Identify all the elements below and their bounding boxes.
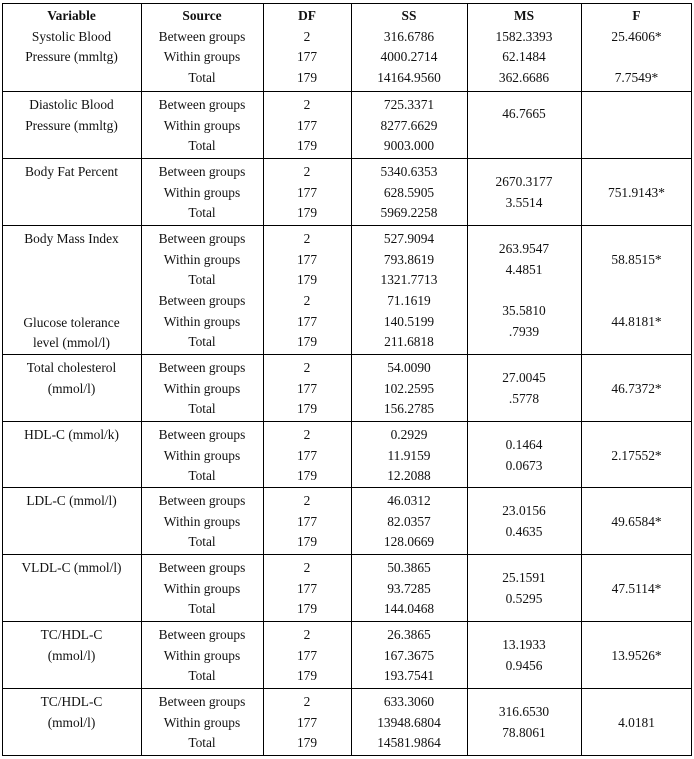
variable-label: HDL-C (mmol/k) <box>24 427 119 442</box>
ss-cell: 316.6786 <box>383 28 435 44</box>
df-cell: 2 <box>303 427 311 442</box>
f-cell: 7.7549* <box>614 69 659 85</box>
ms-cell: 2670.3177 <box>495 174 553 190</box>
ss-cell: 144.0468 <box>383 601 435 616</box>
row-divider <box>2 91 692 92</box>
row-divider <box>2 487 692 488</box>
df-cell: 2 <box>303 231 311 246</box>
df-cell: 177 <box>296 117 318 133</box>
header-ss: SS <box>401 8 417 23</box>
ms-cell: 0.1464 <box>505 437 543 453</box>
source-cell: Between groups <box>158 231 246 246</box>
ss-cell: 102.2595 <box>383 380 435 396</box>
ms-cell: 62.1484 <box>502 49 546 64</box>
df-cell: 2 <box>303 493 311 508</box>
source-cell: Between groups <box>158 493 246 508</box>
header-df: DF <box>298 8 316 23</box>
ss-cell: 8277.6629 <box>380 117 438 133</box>
ms-cell: 23.0156 <box>502 503 546 519</box>
source-cell: Between groups <box>158 28 246 44</box>
ms-cell: .7939 <box>508 323 540 339</box>
ms-cell: 13.1933 <box>502 637 546 653</box>
variable-label: VLDL-C (mmol/l) <box>21 560 122 575</box>
ms-cell: 0.0673 <box>505 457 543 473</box>
f-cell: 58.8515* <box>611 251 662 267</box>
ss-cell: 4000.2714 <box>380 49 438 64</box>
variable-label: Pressure (mmltg) <box>25 117 118 133</box>
df-cell: 177 <box>296 251 318 267</box>
df-cell: 179 <box>296 205 318 220</box>
ms-cell: 46.7665 <box>502 106 546 122</box>
variable-label: (mmol/l) <box>47 380 96 396</box>
variable-label: Total cholesterol <box>26 360 117 375</box>
ss-cell: 54.0090 <box>387 360 431 375</box>
ss-cell: 193.7541 <box>383 668 435 683</box>
ss-cell: 46.0312 <box>387 493 431 508</box>
row-divider <box>2 621 692 622</box>
header-f: F <box>632 8 641 23</box>
df-cell: 2 <box>303 560 311 575</box>
ss-cell: 26.3865 <box>387 627 431 642</box>
source-cell: Within groups <box>163 251 241 267</box>
ss-cell: 1321.7713 <box>380 272 438 287</box>
df-cell: 179 <box>296 272 318 287</box>
df-cell: 179 <box>296 534 318 549</box>
source-cell: Between groups <box>158 560 246 575</box>
source-cell: Total <box>188 601 216 616</box>
source-cell: Total <box>188 534 216 549</box>
df-cell: 2 <box>303 97 311 112</box>
ss-cell: 93.7285 <box>387 580 431 596</box>
ss-cell: 11.9159 <box>387 447 431 463</box>
source-cell: Within groups <box>163 513 241 529</box>
source-cell: Total <box>188 668 216 683</box>
ss-cell: 628.5905 <box>383 184 435 200</box>
variable-label: TC/HDL-C <box>40 627 103 642</box>
ms-cell: 35.5810 <box>502 303 546 319</box>
f-cell: 46.7372* <box>611 380 662 396</box>
source-cell: Within groups <box>163 184 241 200</box>
ms-cell: 263.9547 <box>498 241 550 257</box>
ss-cell: 793.8619 <box>383 251 435 267</box>
source-cell: Between groups <box>158 164 246 179</box>
df-cell: 177 <box>296 447 318 463</box>
f-cell: 44.8181* <box>611 313 662 329</box>
ss-cell: 14164.9560 <box>377 69 441 85</box>
df-cell: 179 <box>296 735 318 750</box>
ss-cell: 5340.6353 <box>380 164 438 179</box>
source-cell: Between groups <box>158 293 246 308</box>
df-cell: 177 <box>296 513 318 529</box>
ms-cell: 0.9456 <box>505 657 543 673</box>
ss-cell: 167.3675 <box>383 647 435 663</box>
df-cell: 2 <box>303 360 311 375</box>
source-cell: Within groups <box>163 714 241 730</box>
row-divider <box>2 354 692 355</box>
source-cell: Within groups <box>163 49 241 64</box>
ms-cell: 4.4851 <box>505 261 543 277</box>
variable-label: (mmol/l) <box>47 647 96 663</box>
df-cell: 179 <box>296 69 318 85</box>
f-cell: 13.9526* <box>611 647 662 663</box>
ss-cell: 12.2088 <box>387 468 431 483</box>
df-cell: 177 <box>296 313 318 329</box>
variable-label: Diastolic Blood <box>29 97 114 112</box>
variable-label: Glucose tolerance <box>23 314 120 330</box>
variable-label: TC/HDL-C <box>40 694 103 709</box>
variable-label: Body Fat Percent <box>25 164 118 179</box>
ms-cell: 78.8061 <box>502 724 546 740</box>
df-cell: 177 <box>296 380 318 396</box>
f-cell: 25.4606* <box>611 28 662 44</box>
ss-cell: 128.0669 <box>383 534 435 549</box>
source-cell: Within groups <box>163 447 241 463</box>
variable-label: (mmol/l) <box>47 714 96 730</box>
df-cell: 179 <box>296 668 318 683</box>
ss-cell: 156.2785 <box>383 401 435 416</box>
source-cell: Total <box>188 334 216 349</box>
df-cell: 179 <box>296 468 318 483</box>
source-cell: Total <box>188 735 216 750</box>
df-cell: 2 <box>303 164 311 179</box>
source-cell: Total <box>188 138 216 153</box>
source-cell: Between groups <box>158 360 246 375</box>
df-cell: 2 <box>303 627 311 642</box>
ss-cell: 71.1619 <box>387 293 431 308</box>
df-cell: 2 <box>303 694 311 709</box>
ss-cell: 9003.000 <box>383 138 435 153</box>
ss-cell: 13948.6804 <box>377 714 441 730</box>
ss-cell: 5969.2258 <box>380 205 438 220</box>
ms-cell: 316.6530 <box>498 704 550 720</box>
df-cell: 2 <box>303 293 311 308</box>
df-cell: 179 <box>296 334 318 349</box>
ms-cell: 1582.3393 <box>495 28 553 44</box>
df-cell: 179 <box>296 401 318 416</box>
f-cell: 4.0181 <box>618 714 655 730</box>
source-cell: Total <box>188 69 216 85</box>
ss-cell: 211.6818 <box>384 334 434 349</box>
ss-cell: 725.3371 <box>383 97 435 112</box>
ms-cell: 0.5295 <box>505 590 543 606</box>
ss-cell: 14581.9864 <box>377 735 441 750</box>
source-cell: Between groups <box>158 97 246 112</box>
row-divider <box>2 225 692 226</box>
source-cell: Between groups <box>158 427 246 442</box>
ss-cell: 0.2929 <box>390 427 428 442</box>
header-ms: MS <box>513 8 535 23</box>
variable-label: level (mmol/l) <box>33 335 110 351</box>
ms-cell: 25.1591 <box>502 570 546 586</box>
ms-cell: 362.6686 <box>498 69 550 85</box>
f-cell: 751.9143* <box>608 184 665 200</box>
row-divider <box>2 158 692 159</box>
ms-cell: 27.0045 <box>502 370 546 386</box>
source-cell: Total <box>188 272 216 287</box>
f-cell: 49.6584* <box>611 513 662 529</box>
df-cell: 179 <box>296 601 318 616</box>
ss-cell: 527.9094 <box>383 231 435 246</box>
ss-cell: 633.3060 <box>383 694 435 709</box>
df-cell: 2 <box>303 28 311 44</box>
ss-cell: 140.5199 <box>383 313 435 329</box>
source-cell: Within groups <box>163 117 241 133</box>
row-divider <box>2 554 692 555</box>
f-cell: 47.5114* <box>611 580 662 596</box>
source-cell: Between groups <box>158 694 246 709</box>
df-cell: 177 <box>296 714 318 730</box>
df-cell: 179 <box>296 138 318 153</box>
header-source: Source <box>182 8 222 23</box>
df-cell: 177 <box>296 184 318 200</box>
ss-cell: 82.0357 <box>387 513 431 529</box>
df-cell: 177 <box>296 49 318 64</box>
df-cell: 177 <box>296 580 318 596</box>
source-cell: Within groups <box>163 380 241 396</box>
row-divider <box>2 688 692 689</box>
source-cell: Between groups <box>158 627 246 642</box>
variable-label: Systolic Blood <box>31 28 112 44</box>
source-cell: Within groups <box>163 647 241 663</box>
ss-cell: 50.3865 <box>387 560 431 575</box>
ms-cell: .5778 <box>508 390 540 406</box>
variable-label: LDL-C (mmol/l) <box>26 493 117 508</box>
source-cell: Total <box>188 205 216 220</box>
source-cell: Within groups <box>163 313 241 329</box>
source-cell: Within groups <box>163 580 241 596</box>
source-cell: Total <box>188 401 216 416</box>
df-cell: 177 <box>296 647 318 663</box>
ms-cell: 3.5514 <box>505 194 543 210</box>
variable-label: Pressure (mmltg) <box>25 49 118 64</box>
header-variable: Variable <box>47 8 96 23</box>
ms-cell: 0.4635 <box>505 523 543 539</box>
row-divider <box>2 421 692 422</box>
variable-label: Body Mass Index <box>24 231 119 246</box>
f-cell: 2.17552* <box>611 447 662 463</box>
source-cell: Total <box>188 468 216 483</box>
